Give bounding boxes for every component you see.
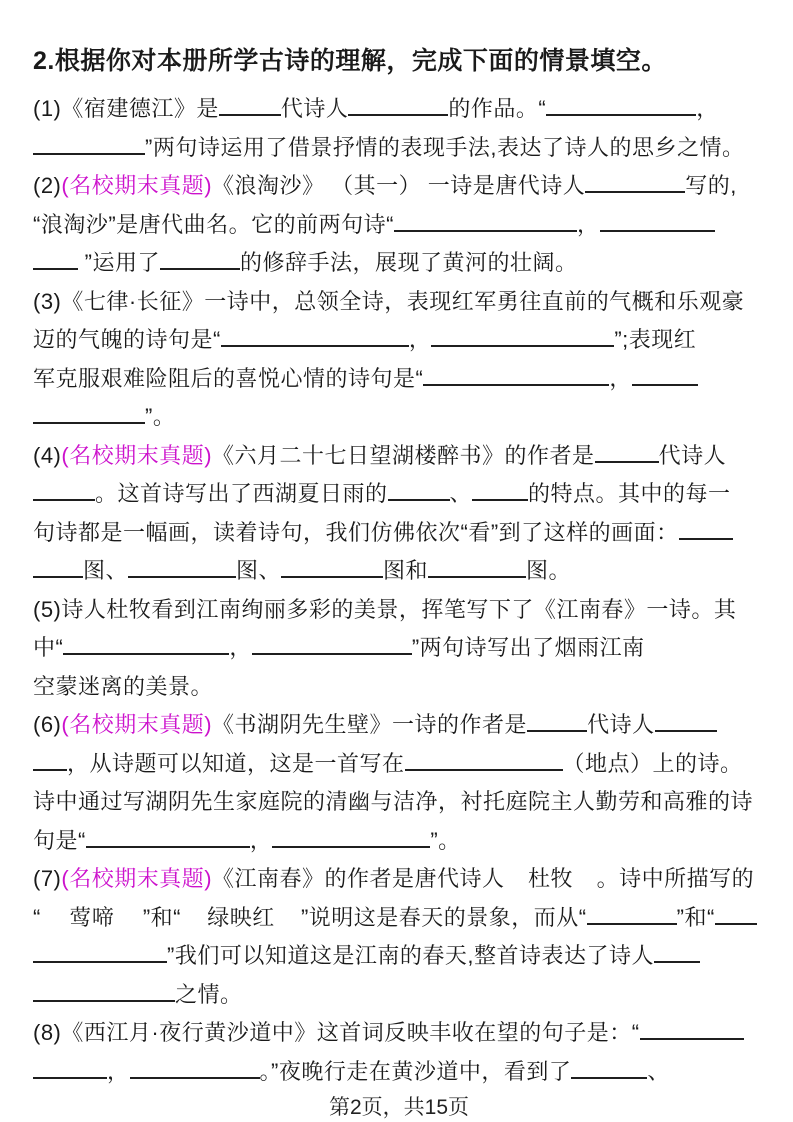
text-segment: (2) — [33, 173, 62, 198]
blank-line — [33, 1074, 107, 1079]
text-line — [33, 591, 765, 630]
text-segment: ， — [249, 827, 273, 853]
text-segment: 。诗中所描写的 — [596, 866, 755, 891]
text-segment: ， — [576, 211, 600, 237]
text-segment: 句是“ — [33, 827, 86, 853]
text-segment: 的修辞手法，展现了黄河的壮阔。 — [239, 250, 578, 275]
blank-line — [640, 1035, 744, 1040]
blank-line — [388, 496, 450, 501]
text-segment: ”和“ — [676, 904, 715, 930]
text-segment: 的特点。其中的每一 — [528, 481, 731, 506]
text-segment: 。”夜晚行走在黄沙道中，看到了 — [259, 1058, 572, 1084]
text-line — [33, 244, 765, 283]
text-segment: 代诗人 — [658, 442, 727, 468]
text-line — [33, 321, 765, 360]
text-segment: 《浪淘沙》 （其一） 一诗是唐代诗人 — [212, 173, 586, 198]
text-line — [33, 629, 765, 668]
blank-line — [587, 920, 677, 925]
text-segment: 《江南春》的作者是唐代诗人 — [212, 866, 505, 891]
blank-line — [33, 419, 145, 424]
text-segment: ”说明这是春天的景象，而从“ — [300, 904, 587, 930]
blank-line — [63, 650, 229, 655]
text-line — [33, 437, 765, 476]
question-7 — [33, 860, 765, 1014]
exam-source-tag: (名校期末真题) — [61, 442, 213, 468]
text-line — [33, 937, 765, 976]
blank-line — [527, 727, 587, 732]
text-line — [33, 668, 765, 707]
text-segment: ”两句诗运用了借景抒情的表现手法,表达了诗人的思乡之情。 — [145, 134, 745, 160]
blank-line — [33, 496, 95, 501]
blank-line — [405, 766, 563, 771]
answer-text: 绿映红 — [181, 899, 301, 938]
question-6 — [33, 706, 765, 860]
text-segment: 图、 — [83, 558, 129, 583]
blank-line — [571, 1074, 647, 1079]
blank-line — [219, 111, 281, 116]
text-segment: 图和 — [383, 558, 429, 583]
text-segment: (5)诗人杜牧看到江南绚丽多彩的美景，挥笔写下了《江南春》一诗。其 — [33, 596, 737, 622]
blank-line — [428, 573, 526, 578]
blank-line — [348, 111, 448, 116]
text-segment: 《书湖阴先生壁》一诗的作者是 — [212, 712, 528, 737]
text-segment: ， — [107, 1058, 130, 1084]
blank-line — [394, 227, 577, 232]
text-segment: 。这首诗写出了西湖夏日雨的 — [95, 481, 388, 506]
blank-line — [130, 1074, 260, 1079]
text-segment: (6) — [33, 712, 62, 737]
blank-line — [33, 150, 145, 155]
question-5 — [33, 591, 765, 707]
text-segment: 之情。 — [175, 981, 243, 1007]
blank-line — [33, 958, 167, 963]
blank-line — [600, 227, 715, 232]
text-segment: ”两句诗写出了烟雨江南 — [411, 635, 645, 660]
page-title: 2.根据你对本册所学古诗的理解，完成下面的情景填空。 — [33, 47, 667, 75]
text-segment: ”;表现红 — [614, 327, 697, 352]
question-3 — [33, 283, 765, 437]
text-segment: 军克服艰难险阻后的喜悦心情的诗句是“ — [33, 365, 424, 391]
text-segment: ”。 — [430, 827, 461, 853]
answer-text: 莺啼 — [41, 899, 143, 938]
blank-line — [546, 111, 696, 116]
text-line — [33, 360, 765, 399]
text-segment: (8)《西江月·夜行黄沙道中》这首词反映丰收在望的句子是：“ — [33, 1020, 640, 1045]
blank-line — [423, 381, 609, 386]
text-line — [33, 706, 765, 745]
text-line — [33, 1053, 765, 1092]
blank-line — [221, 342, 409, 347]
blank-line — [33, 573, 83, 578]
text-segment: (3)《七律·长征》一诗中，总领全诗，表现红军勇往直前的气概和乐观豪 — [33, 288, 745, 314]
blank-line — [472, 496, 528, 501]
exam-source-tag: (名校期末真题) — [61, 712, 213, 737]
answer-text: 杜牧 — [505, 860, 597, 899]
question-1 — [33, 90, 765, 167]
exam-source-tag: (名校期末真题) — [61, 866, 213, 891]
blank-line — [33, 766, 67, 771]
blank-line — [160, 265, 240, 270]
blank-line — [33, 265, 78, 270]
text-line — [33, 514, 765, 553]
text-segment: ”运用了 — [78, 250, 160, 275]
blank-line — [128, 573, 236, 578]
text-line — [33, 860, 765, 899]
text-segment: ”和“ — [142, 904, 181, 930]
text-segment: 迈的气魄的诗句是“ — [33, 327, 221, 352]
text-line — [33, 783, 765, 822]
blank-line — [715, 920, 757, 925]
text-line — [33, 976, 765, 1015]
question-8 — [33, 1014, 765, 1091]
text-line — [33, 745, 765, 784]
text-segment: ， — [408, 327, 432, 352]
text-segment: ， — [229, 635, 252, 660]
text-segment: 代诗人 — [587, 712, 655, 737]
text-line — [33, 899, 765, 938]
text-segment: 、 — [647, 1058, 670, 1084]
text-segment: 的作品。“ — [448, 96, 547, 121]
text-segment: ，从诗题可以知道，这是一首写在 — [67, 750, 405, 776]
blank-line — [595, 458, 659, 463]
text-segment: “浪淘沙”是唐代曲名。它的前两句诗“ — [33, 211, 394, 237]
text-line — [33, 552, 765, 591]
blank-line — [252, 650, 412, 655]
worksheet-body — [33, 90, 765, 1091]
text-line — [33, 822, 765, 861]
text-segment: 图、 — [236, 558, 282, 583]
text-segment: 空蒙迷离的美景。 — [33, 673, 214, 699]
text-segment: (1)《宿建德江》是 — [33, 96, 219, 121]
text-segment: “ — [33, 904, 41, 930]
text-line — [33, 1014, 765, 1053]
text-segment: 诗中通过写湖阴先生家庭院的清幽与洁净，衬托庭院主人勤劳和高雅的诗 — [33, 789, 754, 814]
blank-line — [655, 727, 717, 732]
text-line — [33, 206, 765, 245]
blank-line — [281, 573, 383, 578]
blank-line — [431, 342, 614, 347]
text-line — [33, 475, 765, 514]
text-segment: 中“ — [33, 635, 64, 660]
text-segment: 代诗人 — [280, 96, 349, 121]
text-segment: 图。 — [526, 558, 572, 583]
question-4 — [33, 437, 765, 591]
text-segment: （地点）上的诗。 — [562, 750, 743, 776]
text-segment: ， — [696, 96, 719, 121]
text-segment: ， — [609, 365, 632, 391]
question-2 — [33, 167, 765, 283]
text-line — [33, 90, 765, 129]
text-line — [33, 129, 765, 168]
text-line — [33, 283, 765, 322]
blank-line — [272, 843, 430, 848]
blank-line — [33, 997, 175, 1002]
text-segment: 、 — [449, 481, 473, 506]
text-segment: 句诗都是一幅画，读着诗句，我们仿佛依次“看”到了这样的画面： — [33, 519, 679, 545]
text-segment: (7) — [33, 866, 62, 891]
exam-source-tag: (名校期末真题) — [61, 173, 213, 198]
text-line — [33, 167, 765, 206]
blank-line — [86, 843, 250, 848]
text-segment: 《六月二十七日望湖楼醉书》的作者是 — [212, 442, 595, 468]
text-segment: ”。 — [145, 404, 176, 429]
blank-line — [679, 535, 733, 540]
blank-line — [654, 958, 700, 963]
text-segment: ”我们可以知道这是江南的春天,整首诗表达了诗人 — [167, 943, 654, 968]
text-segment: (4) — [33, 442, 62, 468]
blank-line — [585, 188, 685, 193]
text-line — [33, 398, 765, 437]
text-segment: 写的, — [685, 173, 737, 198]
blank-line — [632, 381, 698, 386]
page-footer: 第2页，共15页 — [328, 1096, 470, 1119]
